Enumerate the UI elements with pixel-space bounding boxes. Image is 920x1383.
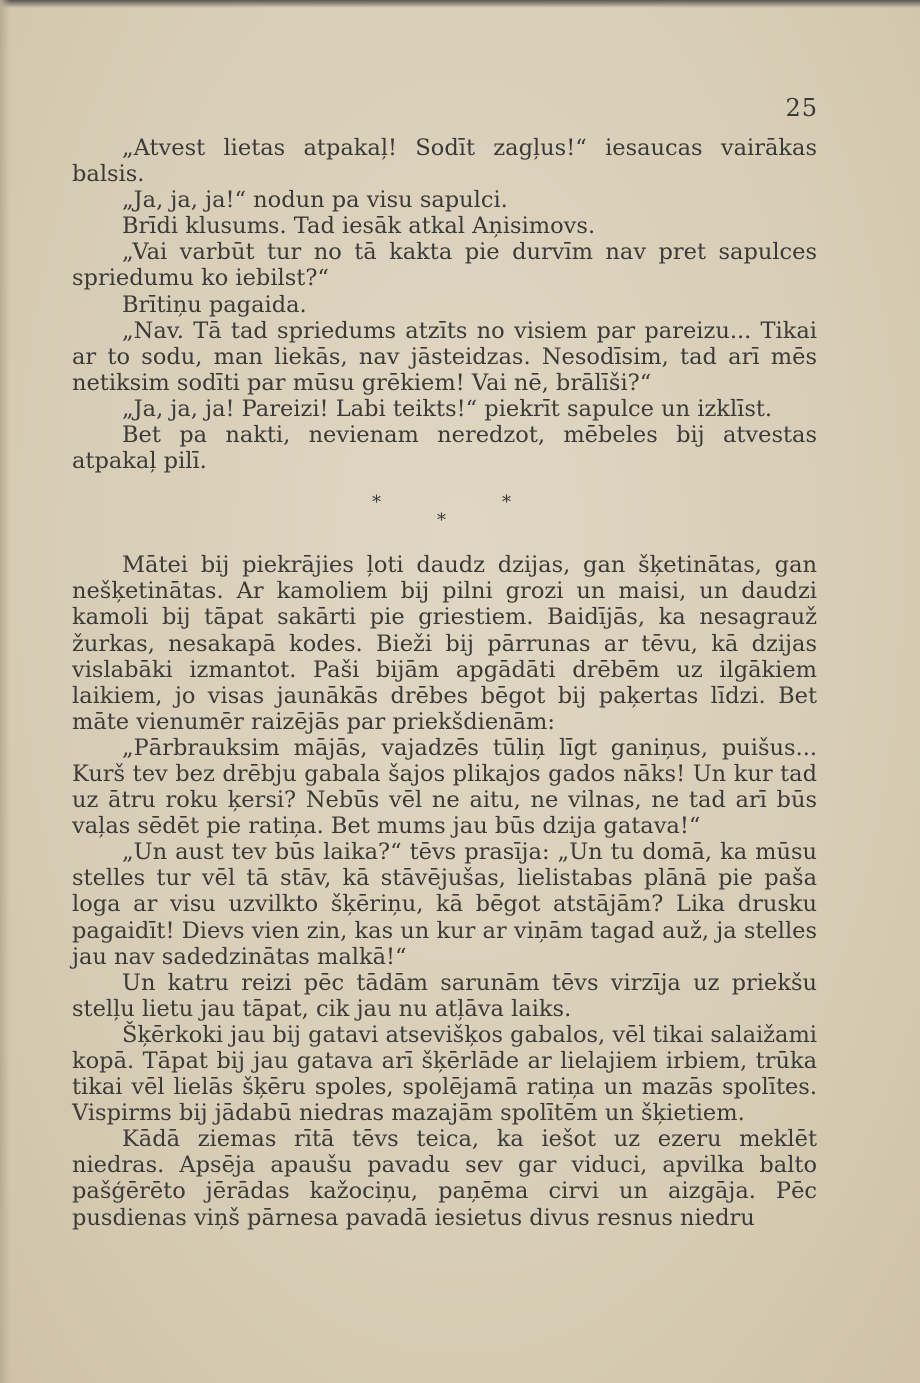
paragraph: „Nav. Tā tad spriedums atzīts no visiem par pareizu... Tikai ar to sodu, man liekās, nav jāsteidzas. Nesodīsim, tad arī mēs netiksim sodīti par mūsu grēkiem! Vai nē, brālīši?“ bbox=[72, 317, 817, 396]
paragraph: „Ja, ja, ja!“ nodun pa visu sapulci. bbox=[122, 187, 508, 214]
body-text bbox=[72, 135, 817, 1231]
separator-star: * bbox=[437, 510, 446, 532]
paragraph: „Pārbrauksim mājās, vajadzēs tūliņ līgt ganiņus, puišus... Kurš tev bez drēbju gabala šajos plikajos gados nāks! Un kur tad uz ātru roku ķersi? Nebūs vēl ne aitu, ne vilnas, ne tad arī būs vaļas sēdēt pie ratiņa. Bet mums jau būs dzija gatava!“ bbox=[72, 734, 817, 840]
paragraph: Kādā ziemas rītā tēvs teica, ka iešot uz ezeru meklēt niedras. Apsēja apaušu pavadu sev gar viduci, apvilka balto pašģērēto jērādas kažociņu, paņēma cirvi un aizgāja. Pēc pusdienas viņš pārnesa pavadā iesietus divus resnus niedru bbox=[72, 1126, 817, 1231]
page-number: 25 bbox=[785, 94, 818, 122]
separator-star: * bbox=[502, 492, 511, 514]
paragraph: „Vai varbūt tur no tā kakta pie durvīm nav pret sapulces spriedumu ko iebilst?“ bbox=[72, 239, 817, 292]
paragraph: Šķērkoki jau bij gatavi atsevišķos gabalos, vēl tikai salaižami kopā. Tāpat bij jau gatava arī šķērlāde ar lielajiem irbiem, trūka tikai vēl lielās šķēru spoles, spolējamā ratiņa un mazās spolītes. Vispirms bij jādabū niedras mazajām spolītēm un šķietiem. bbox=[72, 1021, 817, 1127]
section-separator bbox=[72, 474, 817, 552]
paragraph: Mātei bij piekrājies ļoti daudz dzijas, gan šķetinātas, gan nešķetinātas. Ar kamoliem bij pilni grozi un maisi, un daudzi kamoli bij tāpat sakārti pie griestiem. Baidījās, ka nesagrauž žurkas, nesakapā kodes. Bieži bij pārrunas ar tēvu, kā dzijas vislabāki izmantot. Paši bijām apgādāti drēbēm uz ilgākiem laikiem, jo visas jaunākās drēbes bēgot bij paķertas līdzi. Bet māte vienumēr raizējās par priekšdienām: bbox=[72, 552, 817, 735]
page-top-shadow bbox=[0, 0, 920, 8]
separator-star: * bbox=[372, 492, 381, 514]
paragraph: „Ja, ja, ja! Pareizi! Labi teikts!“ piekrīt sapulce un izklīst. bbox=[122, 395, 773, 422]
paragraph: Un katru reizi pēc tādām sarunām tēvs virzīja uz priekšu stelļu lietu jau tāpat, cik jau nu atļāva laiks. bbox=[72, 969, 817, 1022]
paragraph: Brīdi klusums. Tad iesāk atkal Aņisimovs. bbox=[122, 213, 596, 240]
paragraph: „Atvest lietas atpakaļ! Sodīt zagļus!“ iesaucas vairākas balsis. bbox=[72, 135, 817, 188]
paragraph: Brītiņu pagaida. bbox=[122, 291, 307, 318]
paragraph: „Un aust tev būs laika?“ tēvs prasīja: „Un tu domā, ka mūsu stelles tur vēl tā stāv, kā stāvējušas, lielistabas plānā pie paša loga ar visu uzvilkto šķēriņu, kā bēgot atstājām? Lika drusku pagaidīt! Dievs vien zin, kas un kur ar viņām tagad auž, ja stelles jau nav sadedzinātas malkā!“ bbox=[72, 839, 817, 970]
paragraph: Bet pa nakti, nevienam neredzot, mēbeles bij atvestas atpakaļ pilī. bbox=[72, 422, 817, 475]
page-left-shadow bbox=[0, 0, 10, 1383]
